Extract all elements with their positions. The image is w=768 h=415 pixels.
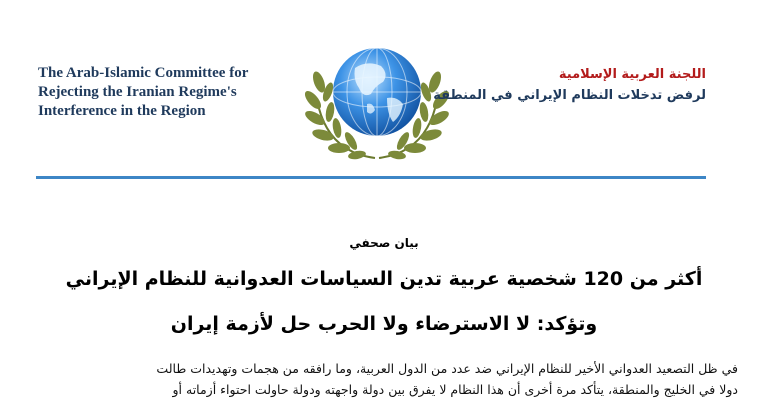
globe-icon [333,48,421,136]
english-name-line-2: Rejecting the Iranian Regime's [38,84,237,100]
body-paragraph [32,358,738,400]
arabic-committee-name [433,64,706,106]
english-name-line-3: Interference in the Region [38,103,206,119]
paragraph-line-1: في ظل التصعيد العدواني الأخير للنظام الإيراني ضد عدد من الدول العربية، وما رافقه من هجمات وتهديدات طالت [156,361,738,376]
document-type-label: بيان صحفي [349,236,419,250]
arabic-name-line-2: لرفض تدخلات النظام الإيراني في المنطقة [433,88,706,103]
english-name-line-1: The Arab-Islamic Committee for [38,65,249,81]
arabic-name-line-1: اللجنة العربية الإسلامية [558,67,706,82]
letterhead [0,0,768,178]
english-committee-name [38,64,288,121]
headline: أكثر من 120 شخصية عربية تدين السياسات العدوانية للنظام الإيراني [65,268,703,290]
paragraph-line-2: دولا في الخليج والمنطقة، يتأكد مرة أخرى أن هذا النظام لا يفرق بين دولة واجهته ودولة حاولت احتواء أزماته أو [172,382,738,397]
header-divider [36,176,706,179]
subheadline: وتؤكد: لا الاسترضاء ولا الحرب حل لأزمة إيران [170,313,598,335]
